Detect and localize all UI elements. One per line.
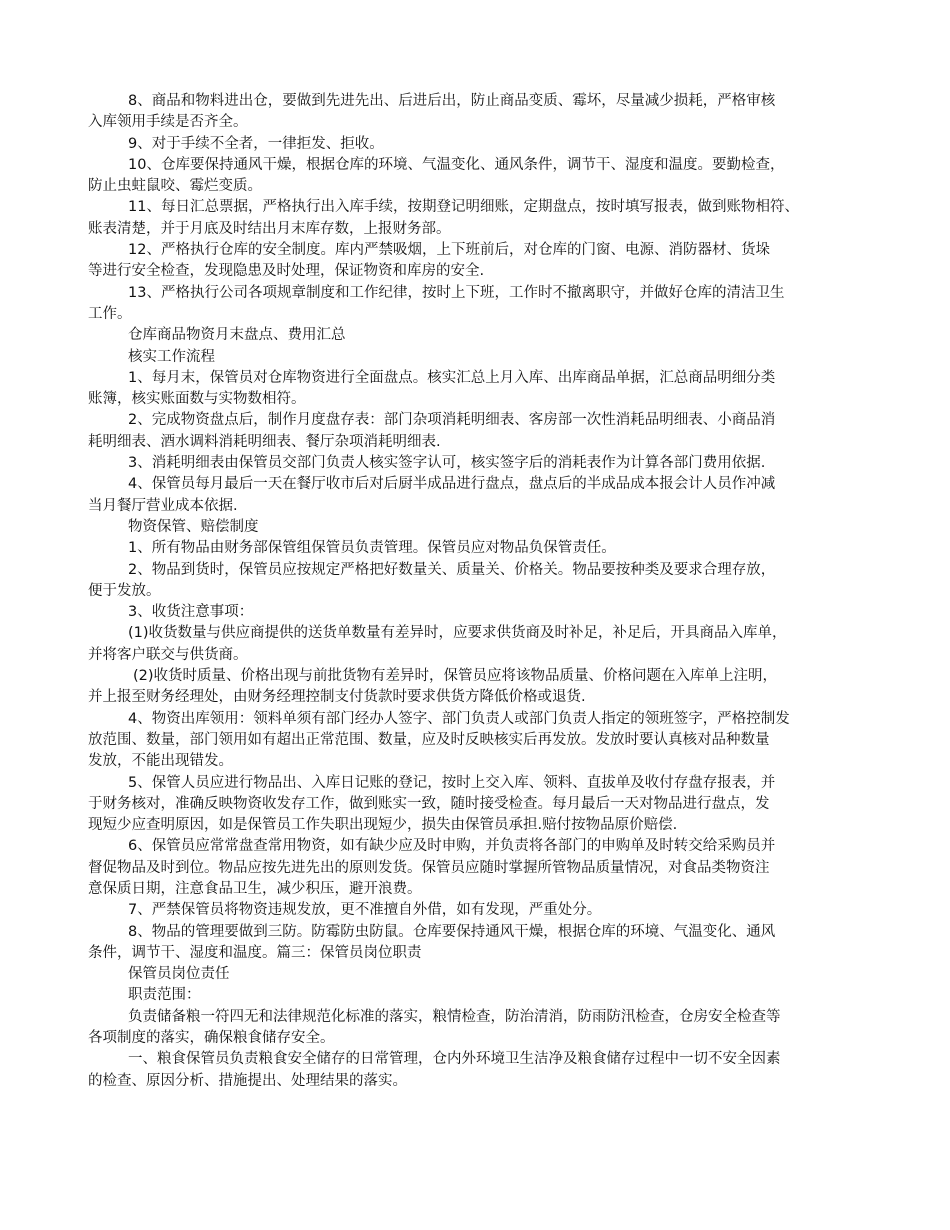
text-line: 于财务核对，准确反映物资收发存工作，做到账实一致，随时接受检查。每月最后一天对物品进行盘点，发 — [88, 795, 770, 812]
text-line: 一、粮食保管员负责粮食安全储存的日常管理，仓内外环境卫生洁净及粮食储存过程中一切不安全因素 — [128, 1051, 781, 1068]
text-line: 核实工作流程 — [128, 348, 215, 365]
text-line: 1、每月末，保管员对仓库物资进行全面盘点。核实汇总上月入库、出库商品单据，汇总商品明细分类 — [128, 369, 776, 386]
text-line: 9、对于手续不全者，一律拒发、拒收。 — [128, 135, 384, 152]
text-line: 保管员岗位责任 — [128, 966, 230, 983]
text-line: 8、物品的管理要做到三防。防霉防虫防鼠。仓库要保持通风干燥，根据仓库的环境、气温变化、通风 — [128, 923, 776, 940]
text-line: 各项制度的落实，确保粮食储存安全。 — [88, 1030, 335, 1047]
text-line: 账表清楚，并于月底及时结出月末库存数，上报财务部。 — [88, 220, 451, 237]
text-line: 2、物品到货时，保管员应按规定严格把好数量关、质量关、价格关。物品要按种类及要求合理存放， — [128, 561, 776, 578]
text-line: 8、商品和物料进出仓，要做到先进先出、后进后出，防止商品变质、霉坏，尽量减少损耗，严格审核 — [128, 93, 776, 109]
text-line: (2)收货时质量、价格出现与前批货物有差异时，保管员应将该物品质量、价格问题在入库单上注明， — [133, 668, 778, 685]
text-line: 条件，调节干、湿度和温度。篇三：保管员岗位职责 — [88, 944, 422, 961]
text-line: 并上报至财务经理处，由财务经理控制支付货款时要求供货方降低价格或退货. — [88, 689, 586, 706]
text-line: 发放，不能出现错发。 — [88, 753, 233, 770]
text-line: 5、保管人员应进行物品出、入库日记账的登记，按时上交入库、领料、直拔单及收付存盘存报表，并 — [128, 774, 776, 791]
text-line: 3、消耗明细表由保管员交部门负责人核实签字认可，核实签字后的消耗表作为计算各部门费用依据. — [128, 455, 766, 472]
text-line: 职责范围： — [128, 987, 201, 1004]
text-line: 防止虫蛀鼠咬、霉烂变质。 — [88, 178, 262, 195]
text-line: 并将客户联交与供货商。 — [88, 646, 248, 663]
text-line: 13、严格执行公司各项规章制度和工作纪律，按时上下班，工作时不撤离职守，并做好仓库的清洁卫生 — [128, 284, 785, 301]
text-line: 现短少应查明原因，如是保管员工作失职出现短少，损失由保管员承担.赔付按物品原价赔偿. — [88, 817, 678, 834]
text-line: 4、保管员每月最后一天在餐厅收市后对后厨半成品进行盘点，盘点后的半成品成本报会计人员作冲减 — [128, 476, 776, 493]
text-line: 1、所有物品由财务部保管组保管员负责管理。保管员应对物品负保管责任。 — [128, 540, 616, 557]
text-line: 负责储备粮一符四无和法律规范化标准的落实，粮情检查，防治清消，防雨防汛检查，仓房安全检查等 — [128, 1008, 781, 1025]
text-line: 10、仓库要保持通风干燥，根据仓库的环境、气温变化、通风条件，调节干、湿度和温度。要勤检查， — [128, 156, 785, 173]
text-line: 等进行安全检查，发现隐患及时处理，保证物资和库房的安全. — [88, 263, 485, 280]
text-line: 当月餐厅营业成本依据. — [88, 497, 238, 514]
text-line: 2、完成物资盘点后，制作月度盘存表：部门杂项消耗明细表、客房部一次性消耗品明细表、小商品消 — [128, 412, 776, 429]
text-line: 账簿，核实账面数与实物数相符。 — [88, 391, 306, 408]
text-line: 的检查、原因分析、措施提出、处理结果的落实。 — [88, 1072, 407, 1089]
text-line: 耗明细表、酒水调料消耗明细表、餐厅杂项消耗明细表. — [88, 433, 441, 450]
text-line: 意保质日期，注意食品卫生，减少积压，避开浪费。 — [88, 880, 422, 897]
text-line: 7、严禁保管员将物资违规发放，更不准擅自外借，如有发现，严重处分。 — [128, 902, 602, 919]
text-line: 物资保管、赔偿制度 — [128, 518, 259, 535]
text-line: 工作。 — [88, 305, 132, 322]
text-line: 入库领用手续是否齐全。 — [88, 114, 248, 131]
text-line: 放范围、数量，部门领用如有超出正常范围、数量，应及时反映核实后再发放。发放时要认真核对品种数量 — [88, 731, 770, 748]
text-line: 4、物资出库领用：领料单须有部门经办人签字、部门负责人或部门负责人指定的领班签字，严格控制发 — [128, 710, 790, 727]
text-line: 仓库商品物资月末盘点、费用汇总 — [128, 327, 346, 344]
document-body — [88, 91, 873, 1092]
text-line: (1)收货数量与供应商提供的送货单数量有差异时，应要求供货商及时补足，补足后，开具商品入库单， — [128, 625, 787, 642]
text-line: 3、收货注意事项： — [128, 604, 254, 621]
text-line: 11、每日汇总票据，严格执行出入库手续，按期登记明细账，定期盘点，按时填写报表，做到账物相符、 — [128, 199, 799, 216]
text-line: 6、保管员应常常盘查常用物资，如有缺少应及时申购，并负责将各部门的申购单及时转交给采购员并 — [128, 838, 776, 855]
text-line: 督促物品及时到位。物品应按先进先出的原则发货。保管员应随时掌握所管物品质量情况，对食品类物资注 — [88, 859, 770, 876]
text-line: 12、严格执行仓库的安全制度。库内严禁吸烟，上下班前后，对仓库的门窗、电源、消防器材、货垛 — [128, 242, 770, 259]
text-line: 便于发放。 — [88, 582, 161, 599]
